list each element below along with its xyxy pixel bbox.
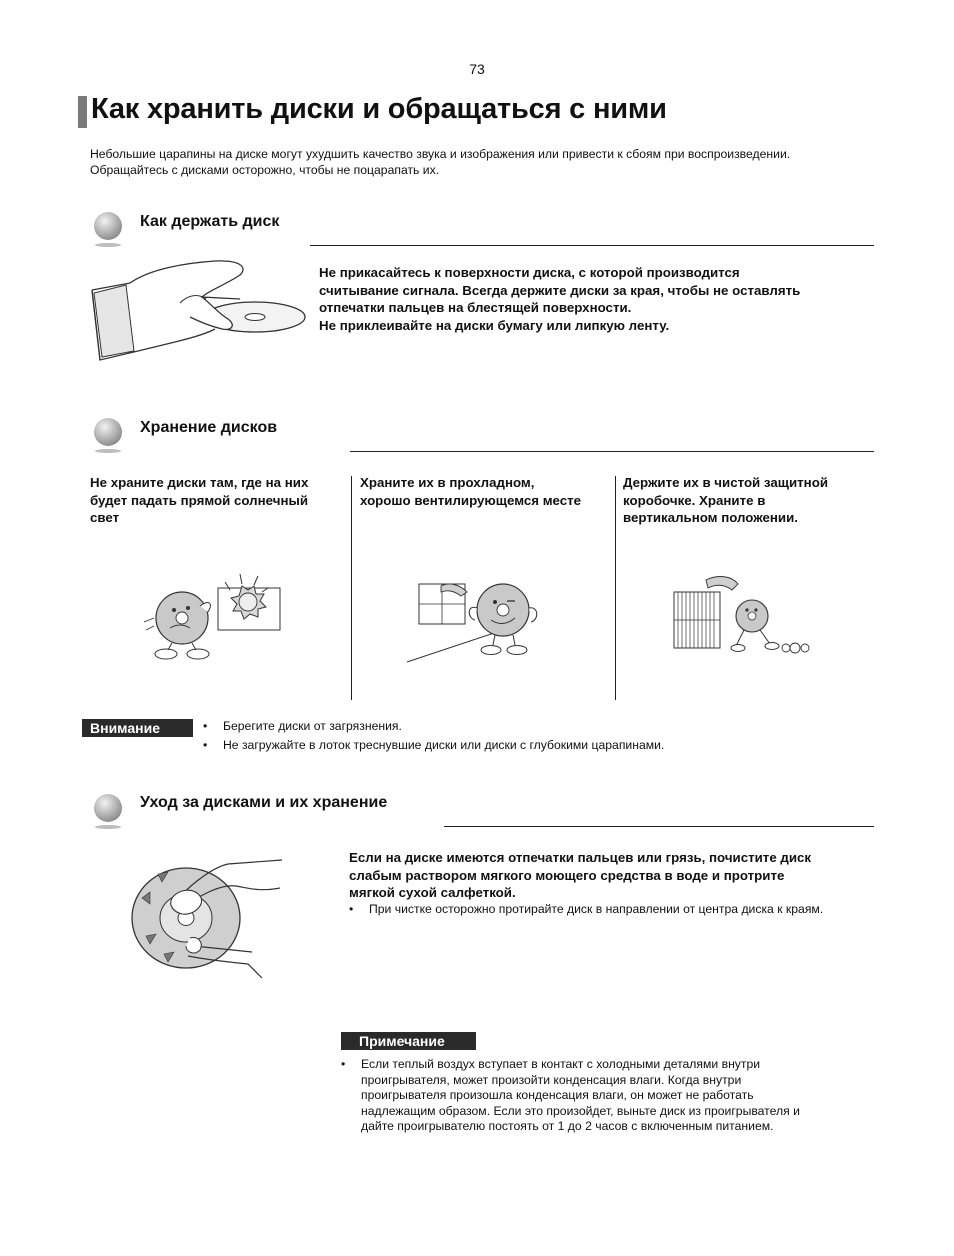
storage-line: свет: [90, 510, 120, 525]
care-text: [349, 849, 811, 902]
note-line: надлежащим образом. Если это произойдет, выньте диск из проигрывателя и: [361, 1103, 800, 1118]
storage-line: будет падать прямой солнечный: [90, 492, 309, 508]
section-bullet-icon: [94, 212, 122, 240]
note-label: Примечание: [341, 1032, 476, 1050]
disc-cleaning-illustration: [128, 852, 288, 982]
caution-label: Внимание: [82, 719, 193, 737]
column-divider: [615, 476, 616, 700]
intro-line: Обращайтесь с дисками осторожно, чтобы не поцарапать их.: [90, 163, 440, 177]
storage-line: Храните их в прохладном,: [360, 475, 535, 490]
holding-line: считывание сигнала. Всегда держите диски за края, чтобы не оставлять: [319, 282, 801, 298]
section-bullet-shadow: [95, 825, 121, 829]
section-rule: [350, 451, 874, 452]
care-bullet: • При чистке осторожно протирайте диск в направлении от центра диска к краям.: [349, 900, 823, 919]
section-rule: [310, 245, 874, 246]
caution-list: [203, 717, 664, 755]
section-title-storage: Хранение дисков: [140, 419, 278, 436]
section-bullet-shadow: [95, 449, 121, 453]
note-list: [341, 1057, 881, 1135]
disc-in-cool-place-illustration: [405, 578, 555, 668]
note-line: • Если теплый воздух вступает в контакт с холодными деталями внутри: [361, 1057, 761, 1071]
care-line: Если на диске имеются отпечатки пальцев или грязь, почистите диск: [349, 850, 812, 865]
storage-line: Не храните диски там, где на них: [90, 475, 309, 490]
holding-text: [319, 264, 800, 334]
page-number: 73: [469, 61, 485, 77]
note-line: дайте проигрывателю постоять от 1 до 2 часов с включенным питанием.: [361, 1119, 774, 1133]
disc-in-sun-illustration: [140, 570, 290, 665]
column-divider: [351, 476, 352, 700]
title-accent-bar: [78, 96, 87, 128]
storage-line: коробочке. Храните в: [623, 492, 766, 508]
section-title-care: Уход за дисками и их хранение: [140, 794, 388, 811]
section-title-holding: Как держать диск: [140, 213, 280, 230]
care-bullet-list: [349, 900, 823, 919]
note-line: проигрывателя, может произойти конденсация влаги. Когда внутри: [361, 1072, 742, 1087]
disc-in-case-illustration: [672, 572, 814, 662]
care-line: мягкой сухой салфеткой.: [349, 885, 516, 900]
holding-line: отпечатки пальцев на блестящей поверхности.: [319, 300, 632, 315]
storage-line: хорошо вентилирующемся месте: [360, 492, 582, 508]
storage-line: вертикальном положении.: [623, 510, 798, 525]
storage-line: Держите их в чистой защитной: [623, 475, 828, 490]
section-bullet-icon: [94, 418, 122, 446]
section-rule: [444, 826, 874, 827]
caution-item: • Берегите диски от загрязнения.: [203, 717, 664, 736]
storage-column-2: [360, 474, 612, 509]
holding-line: Не приклеивайте на диски бумагу или липкую ленту.: [319, 317, 670, 333]
intro-paragraph: [90, 146, 880, 178]
intro-line: Небольшие царапины на диске могут ухудшить качество звука и изображения или привести к сбоям при воспроизведении.: [90, 147, 791, 161]
note-line: проигрывателя произошла конденсация влаги, он может не работать: [361, 1088, 754, 1102]
page-title: Как хранить диски и обращаться с ними: [91, 93, 667, 125]
hand-holding-disc-illustration: [90, 255, 310, 365]
holding-line: Не прикасайтесь к поверхности диска, с которой производится: [319, 265, 740, 280]
section-bullet-icon: [94, 794, 122, 822]
caution-item: • Не загружайте в лоток треснувшие диски или диски с глубокими царапинами.: [203, 736, 664, 755]
storage-column-1: [90, 474, 348, 527]
storage-column-3: [623, 474, 875, 527]
note-item: [341, 1057, 881, 1135]
section-bullet-shadow: [95, 243, 121, 247]
care-line: слабым раствором мягкого моющего средства в воде и протрите: [349, 867, 785, 883]
